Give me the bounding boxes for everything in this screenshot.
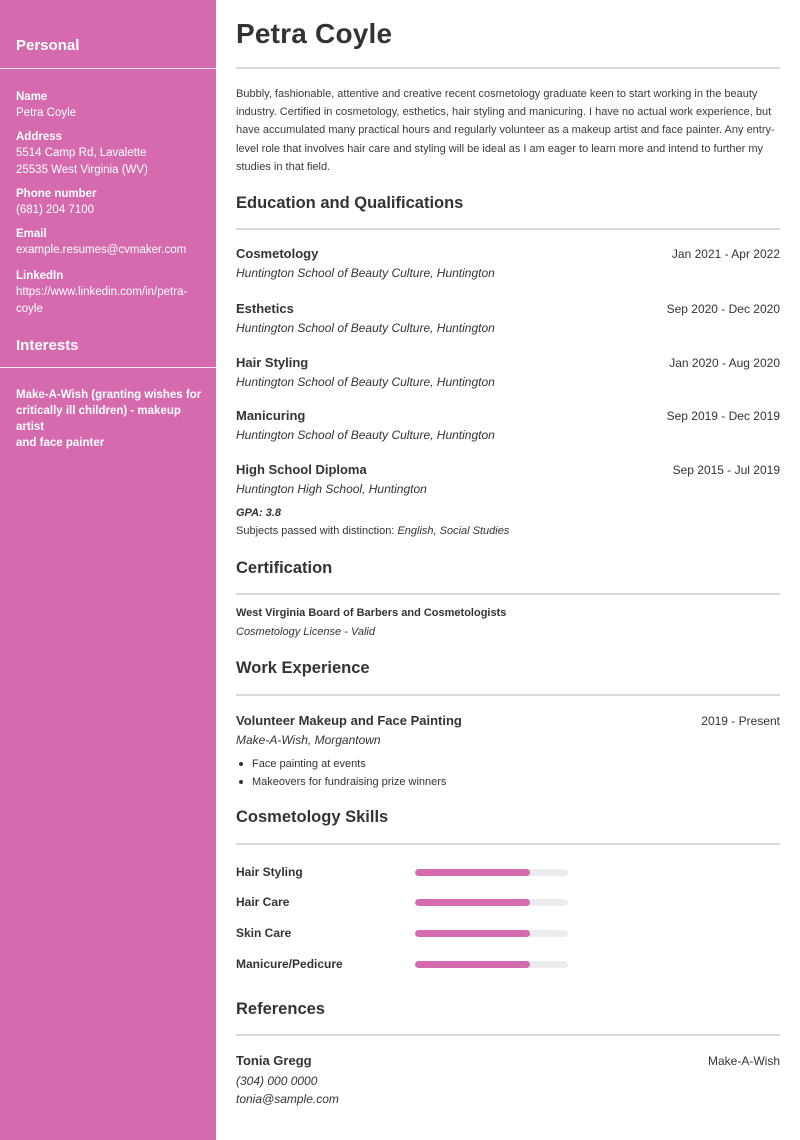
phone-label: Phone number	[16, 188, 97, 200]
name-field	[16, 89, 208, 122]
skill-bar-fill	[415, 899, 530, 906]
certification-divider	[236, 593, 780, 595]
subjects-value: English, Social Studies	[397, 525, 510, 537]
subjects-line	[236, 525, 509, 537]
email-value[interactable]: example.resumes@cvmaker.com	[16, 244, 187, 256]
education-date: Jan 2021 - Apr 2022	[671, 247, 780, 261]
linkedin-url-line-2[interactable]: coyle	[16, 302, 43, 315]
education-title: Manicuring	[236, 408, 306, 423]
bullet-icon	[239, 780, 243, 784]
education-date: Jan 2020 - Aug 2020	[669, 356, 780, 370]
education-entry	[236, 246, 780, 280]
skills-heading: Cosmetology Skills	[236, 808, 389, 826]
address-line-2: 25535 West Virginia (WV)	[16, 163, 148, 176]
skill-bar-fill	[415, 869, 530, 876]
education-heading: Education and Qualifications	[236, 194, 464, 212]
education-date: Sep 2019 - Dec 2019	[666, 409, 780, 423]
certification-heading: Certification	[236, 559, 333, 577]
references-divider	[236, 1034, 780, 1036]
work-bullet-text: Makeovers for fundraising prize winners	[252, 776, 447, 788]
main-content	[236, 0, 780, 1140]
education-divider	[236, 228, 780, 230]
phone-value: (681) 204 7100	[16, 204, 95, 216]
interests-text	[16, 387, 208, 451]
skill-name: Skin Care	[236, 926, 292, 940]
skill-row	[236, 957, 780, 973]
skill-name: Manicure/Pedicure	[236, 957, 343, 971]
linkedin-field	[16, 268, 208, 317]
education-school: Huntington School of Beauty Culture, Huntington	[236, 321, 495, 335]
personal-divider	[0, 68, 216, 69]
reference-name: Tonia Gregg	[236, 1053, 312, 1068]
skill-row	[236, 926, 780, 942]
name-label: Name	[16, 91, 48, 103]
work-entry	[236, 713, 780, 747]
address-field	[16, 129, 208, 178]
work-date: 2019 - Present	[701, 714, 780, 728]
interests-line-3: and face painter	[16, 437, 105, 449]
skill-bar-track	[415, 961, 568, 968]
education-title: Cosmetology	[236, 246, 319, 261]
work-bullet	[236, 773, 446, 791]
skill-row	[236, 895, 780, 911]
education-school: Huntington School of Beauty Culture, Huntington	[236, 375, 495, 389]
education-school: Huntington High School, Huntington	[236, 482, 427, 496]
linkedin-label: LinkedIn	[16, 270, 64, 282]
education-title: Esthetics	[236, 301, 294, 316]
education-entry	[236, 355, 780, 389]
interests-divider	[0, 367, 216, 368]
work-bullet	[236, 755, 446, 773]
bullet-icon	[239, 762, 243, 766]
work-heading: Work Experience	[236, 659, 370, 677]
skill-row	[236, 865, 780, 881]
certification-detail: Cosmetology License - Valid	[236, 626, 375, 638]
gpa: GPA: 3.8	[236, 507, 282, 519]
interests-line-2: critically ill children) - makeup artist	[16, 405, 181, 433]
work-divider	[236, 694, 780, 696]
linkedin-url-line-1[interactable]: https://www.linkedin.com/in/petra-	[16, 286, 188, 298]
education-date: Sep 2020 - Dec 2020	[666, 302, 780, 316]
candidate-name: Petra Coyle	[236, 18, 393, 49]
work-title: Volunteer Makeup and Face Painting	[236, 713, 462, 728]
certification-title: West Virginia Board of Barbers and Cosmetologists	[236, 607, 507, 619]
skill-bar-fill	[415, 961, 530, 968]
sidebar	[0, 0, 216, 1140]
education-school: Huntington School of Beauty Culture, Huntington	[236, 266, 495, 280]
subjects-label: Subjects passed with distinction:	[236, 525, 395, 537]
work-bullets	[236, 755, 446, 791]
name-value: Petra Coyle	[16, 107, 77, 119]
education-title: High School Diploma	[236, 462, 367, 477]
skills-divider	[236, 843, 780, 845]
education-entry	[236, 408, 780, 442]
personal-heading: Personal	[16, 37, 80, 54]
education-entry	[236, 301, 780, 335]
work-bullet-text: Face painting at events	[252, 758, 366, 770]
skill-bar-fill	[415, 930, 530, 937]
address-label: Address	[16, 131, 63, 143]
skill-bar-track	[415, 869, 568, 876]
work-organization: Make-A-Wish, Morgantown	[236, 733, 381, 747]
interests-line-1: Make-A-Wish (granting wishes for	[16, 389, 202, 401]
skill-bar-track	[415, 930, 568, 937]
skill-name: Hair Styling	[236, 865, 303, 879]
reference-phone: (304) 000 0000	[236, 1074, 318, 1088]
skill-name: Hair Care	[236, 895, 290, 909]
email-field	[16, 226, 208, 259]
education-entry	[236, 462, 780, 496]
email-label: Email	[16, 228, 47, 240]
education-school: Huntington School of Beauty Culture, Huntington	[236, 428, 495, 442]
skill-bar-track	[415, 899, 568, 906]
phone-field	[16, 186, 208, 219]
profile-summary: Bubbly, fashionable, attentive and creative recent cosmetology graduate keen to start working in the beauty industry. Certified in cosmetology, esthetics, hair styling and manicuring. I have no actual work experience, but have accumulated many practical hours and regularly volunteer as a makeup artist and face painter. Any entry-level role that involves hair care and styling will be ideal as I am eager to learn more and intend to further my studies in that field.	[236, 88, 775, 173]
address-line-1: 5514 Camp Rd, Lavalette	[16, 147, 147, 159]
reference-email[interactable]: tonia@sample.com	[236, 1092, 339, 1106]
education-date: Sep 2015 - Jul 2019	[672, 463, 780, 477]
name-divider	[236, 67, 780, 69]
references-heading: References	[236, 1000, 325, 1018]
reference-organization: Make-A-Wish	[707, 1054, 780, 1068]
education-title: Hair Styling	[236, 355, 309, 370]
interests-heading: Interests	[16, 337, 79, 354]
